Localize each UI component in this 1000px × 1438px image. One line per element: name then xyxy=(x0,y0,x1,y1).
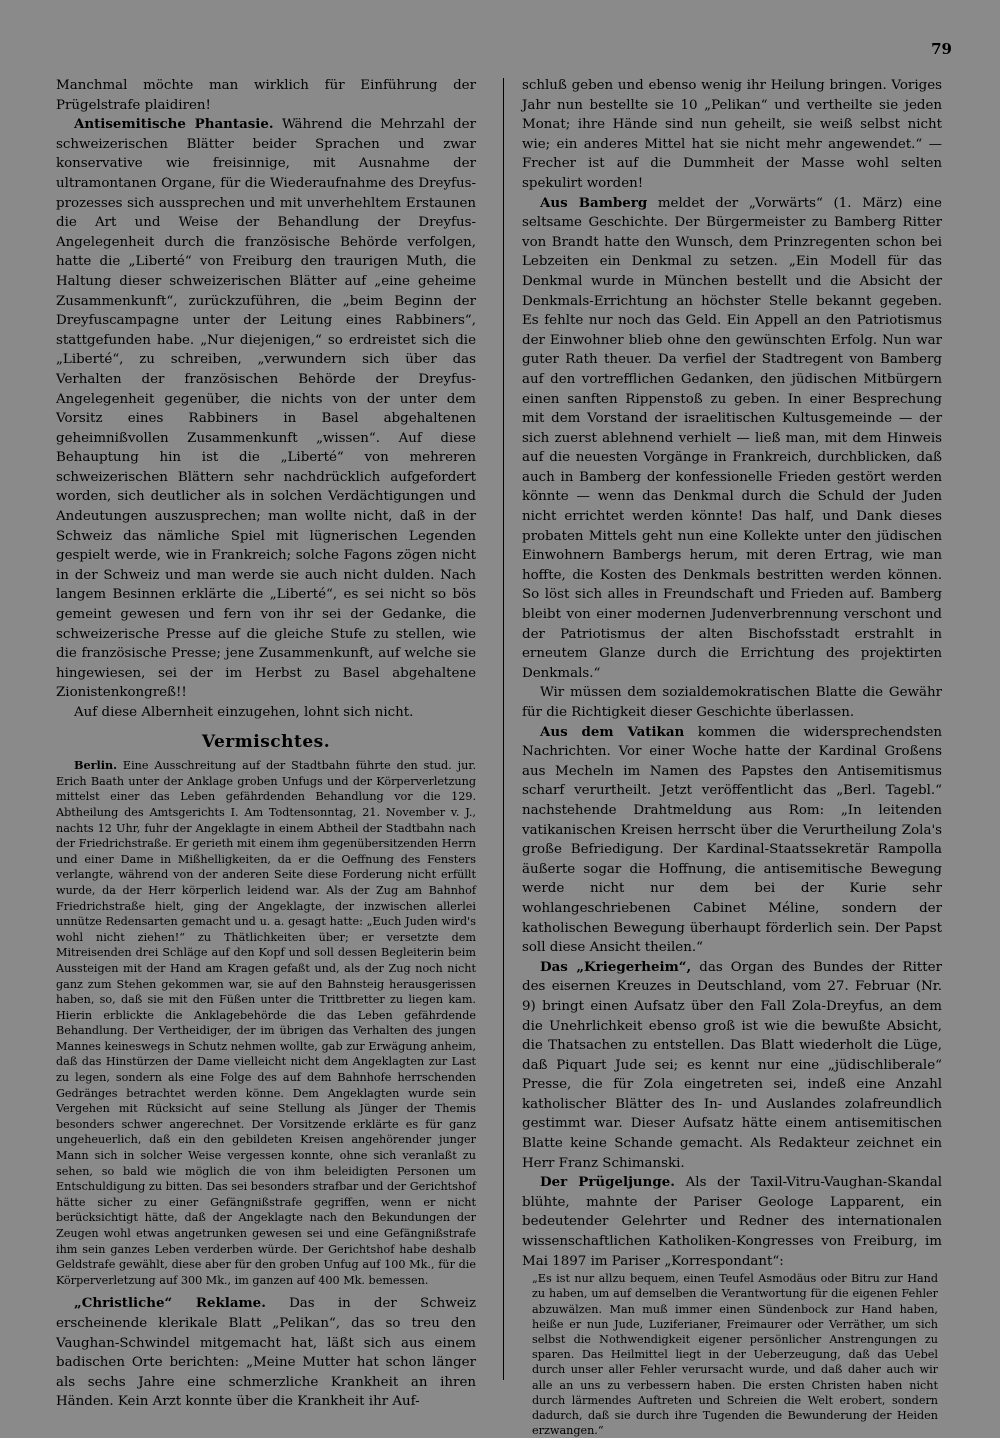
continued-paragraph: schluß geben und ebenso wenig ihr Heilung bringen. Voriges Jahr nun bestellte sie 10 „Pelikan“ und vertheilte sie jeden Monat; ihre Hände sind nun geheilt, sie weiß selbst nicht wie; ein anderes Mittel hat sie nicht mehr angewendet.“ — Frecher ist auf die Dummheit der Masse wohl selten spekulirt worden! xyxy=(522,78,942,191)
article-antisemitic xyxy=(56,115,476,703)
column-divider xyxy=(503,78,504,1380)
article-closing: Wir müssen dem sozialdemokratischen Blatte die Gewähr für die Richtigkeit dieser Geschichte überlassen. xyxy=(522,685,942,720)
article-heading: Der Prügeljunge. xyxy=(540,1174,675,1191)
article-closing: Auf diese Albernheit einzugehen, lohnt sich nicht. xyxy=(74,705,414,720)
article-heading: Aus Bamberg xyxy=(540,194,648,211)
article-bamberg xyxy=(522,194,942,684)
article-pruegeljunge xyxy=(522,1173,942,1271)
article-reklame xyxy=(56,1294,476,1412)
article-heading: Das „Kriegerheim“, xyxy=(540,958,692,975)
article-heading: Antisemitische Phantasie. xyxy=(74,116,274,133)
article-berlin xyxy=(56,758,476,1288)
article-heading: Aus dem Vatikan xyxy=(540,723,685,740)
intro-paragraph: Manchmal möchte man wirklich für Einführung der Prügelstrafe plaidiren! xyxy=(56,78,476,113)
article-heading: Berlin. xyxy=(74,758,117,773)
article-body: meldet der „Vorwärts“ (1. März) eine seltsame Geschichte. Der Bürgermeister zu Bamberg Ritter von Brandt hatte den Wunsch, dem Prinzregenten schon bei Lebzeiten ein Denkmal zu setzen. „Ein Modell für das Denkmal wurde in München bestellt und die Absicht der Denkmals-Errichtung an höchster Stelle bekannt gegeben. Es fehlte nur noch das Geld. Ein Appell an den Patriotismus der Einwohner blieb ohne den gewünschten Erfolg. Nun war guter Rath theuer. Da verfiel der Stadtregent von Bamberg auf den vortrefflichen Gedanken, den jüdischen Mitbürgern einen sanften Rippenstoß zu geben. In einer Besprechung mit dem Vorstand der israelitischen Kultusgemeinde — der sich zuerst ablehnend verhielt — ließ man, mit dem Hinweis auf die neuesten Vorgänge in Frankreich, durchblicken, daß auch in Bamberg der konfessionelle Frieden gestört werden könnte — wenn das Denkmal durch die Schuld der Juden nicht errichtet werden könnte! Das half, und Dank dieses probaten Mittels geht nun eine Kollekte unter den jüdischen Einwohnern Bambergs herum, mit deren Ertrag, wie man hoffte, die Kosten des Denkmals bestritten werden können. So löst sich alles in Freundschaft und Frieden auf. Bamberg bleibt von einer modernen Judenverbrennung verschont und der Patriotismus der alten Bischofsstadt erstrahlt in erneutem Glanze durch die Errichtung des projektirten Denkmals.“ xyxy=(522,195,942,681)
article-kriegerheim xyxy=(522,958,942,1174)
section-title: Vermischtes. xyxy=(201,731,331,752)
left-column xyxy=(56,76,476,1412)
article-body: Während die Mehrzahl der schweizerischen Blätter beider Sprachen und zwar konservative wie freisinnige, mit Ausnahme der ultramontanen Organe, für die Wiederaufnahme des Dreyfus-prozesses sich aussprechen und mit unverhehltem Erstaunen die Art und Weise der Behandlung der Dreyfus-Angelegenheit durch die französische Behörde verfolgen, hatte die „Liberté“ von Freiburg den traurigen Muth, die Haltung dieser schweizerischen Blätter auf „eine geheime Zusammenkunft“, zurückzuführen, die „beim Beginn der Dreyfuscampagne unter der Leitung eines Rabbiners“, stattgefunden habe. „Nur diejenigen,“ so erdreistet sich die „Liberté“, zu schreiben, „verwundern sich über das Verhalten der französischen Behörde der Dreyfus-Angelegenheit gegenüber, die nichts von der unter dem Vorsitz eines Rabbiners in Basel abgehaltenen geheimnißvollen Zusammenkunft „wissen“. Auf diese Behauptung hin ist die „Liberté“ von mehreren schweizerischen Blättern sehr nachdrücklich aufgefordert worden, sich deutlicher als in solchen Verdächtigungen und Andeutungen auszusprechen; man wollte nicht, daß in der Schweiz das nämliche Spiel mit lügnerischen Legenden gespielt werde, wie in Frankreich; solche Fagons zögen nicht in der Schweiz und man werde sie auch nicht dulden. Nach langem Besinnen erklärte die „Liberté“, es sei nicht so bös gemeint gewesen und fern von ihr sei der Gedanke, die schweizerische Presse auf die gleiche Stufe zu stellen, wie die französische Presse; jene Zusammenkunft, auf welche sie hingewiesen, sei der im Herbst zu Basel abgehaltene Zionistenkongreß!! xyxy=(56,117,476,701)
article-body: kommen die widersprechendsten Nachrichten. Vor einer Woche hatte der Kardinal Großens aus Mecheln im Namen des Papstes den Antisemitismus scharf verurtheilt. Jetzt veröffentlicht das „Berl. Tagebl.“ nachstehende Drahtmeldung aus Rom: „In leitenden vatikanischen Kreisen herrscht über die Verurtheilung Zola's große Befriedigung. Der Kardinal-Staatssekretär Rampolla äußerte sogar die Hoffnung, die antisemitische Bewegung werde nicht nur dem bei der Kurie sehr wohlangeschriebenen Cabinet Méline, sondern der katholischen Bewegung überhaupt förderlich sein. Der Papst soll diese Ansicht theilen.“ xyxy=(522,724,942,956)
article-body: das Organ des Bundes der Ritter des eisernen Kreuzes in Deutschland, vom 27. Februar (Nr. 9) bringt einen Aufsatz über den Fall Zola-Dreyfus, an dem die Unehrlichkeit ebenso groß ist wie die bewußte Absicht, die Thatsachen zu entstellen. Das Blatt wiederholt die Lüge, daß Piquart Jude sei; es kennt nur eine „jüdischliberale“ Presse, die für Zola eingetreten sei, indeß eine Anzahl katholischer Blätter des In- und Auslandes zolafreundlich gestimmt war. Dieser Aufsatz hätte einem antisemitischen Blatte keine Schande gemacht. Als Redakteur zeichnet ein Herr Franz Schimanski. xyxy=(522,959,942,1171)
article-body: Das in der Schweiz erscheinende klerikale Blatt „Pelikan“, das so treu den Vaughan-Schwindel mitgemacht hat, läßt sich aus einem badischen Orte berichten: „Meine Mutter hat schon länger als sechs Jahre eine schmerzliche Krankheit an ihren Händen. Kein Arzt konnte über die Krankheit ihr Auf- xyxy=(56,1296,477,1410)
article-heading: „Christliche“ Reklame. xyxy=(74,1295,266,1312)
block-quote: „Es ist nur allzu bequem, einen Teufel Asmodäus oder Bitru zur Hand zu haben, um auf demselben die Verantwortung für die eigenen Fehler abzuwälzen. Man muß immer einen Sündenbock zur Hand haben, heiße er nun Jude, Luziferianer, Freimaurer oder Verräther, um sich selbst die Nothwendigkeit eigener persönlicher Anstrengungen zu sparen. Das Heilmittel liegt in der Ueberzeugung, daß das Uebel durch unser aller Fehler verursacht wurde, und daß daher auch wir alle an uns zu verbessern haben. Die ersten Christen haben nicht durch lärmendes Auftreten und Schreien die Welt erobert, sondern dadurch, daß sie durch ihre Tugenden die Bewunderung der Heiden erzwangen.“ xyxy=(532,1272,938,1438)
article-body: Eine Ausschreitung auf der Stadtbahn führte den stud. jur. Erich Baath unter der Anklage groben Unfugs und der Körperverletzung mittelst einer das Leben gefährdenden Behandlung vor die 129. Abtheilung des Amtsgerichts I. Am Todtensonntag, 21. November v. J., nachts 12 Uhr, fuhr der Angeklagte in einem Abtheil der Stadtbahn nach der Friedrichstraße. Er gerieth mit einem ihm gegenübersitzenden Herrn und einer Dame in Mißhelligkeiten, da er die Oeffnung des Fensters verlangte, während von der anderen Seite diese Forderung nicht erfüllt wurde, da der Herr körperlich leidend war. Als der Zug am Bahnhof Friedrichstraße hielt, ging der Angeklagte, der inzwischen allerlei unnütze Redensarten gemacht und u. a. gesagt hatte: „Euch Juden wird's wohl nicht ziehen!“ zu Thätlichkeiten über; er versetzte dem Mitreisenden drei Schläge auf den Kopf und soll dessen Begleiterin beim Aussteigen mit der Hand am Kragen gefaßt und, als der Zug noch nicht ganz zum Stehen gekommen war, sie auf den Bahnsteig herausgerissen haben, so, daß sie mit den Füßen unter die Trittbretter zu liegen kam. Hierin erblickte die Anklagebehörde die das Leben gefährdende Behandlung. Der Vertheidiger, der im übrigen das Verhalten des jungen Mannes keineswegs in Schutz nehmen wollte, gab zur Erwägung anheim, daß das Hinstürzen der Dame vielleicht nicht dem Angeklagten zur Last zu legen, sondern als eine Folge des auf dem Bahnhofe herrschenden Gedränges betrachtet werden könne. Dem Angeklagten wurde sein Vergehen mit Rücksicht auf seine Stellung als Jünger der Themis besonders schwer angerechnet. Der Vorsitzende erklärte es für ganz ungeheuerlich, daß ein den gebildeten Kreisen angehörender junger Mann sich in solcher Weise vergessen konnte, ohne sich veranlaßt zu sehen, so bald wie möglich die von ihm beleidigten Personen um Entschuldigung zu bitten. Das sei besonders strafbar und der Gerichtshof hätte sicher zu einer Gefängnißstrafe gegriffen, wenn er nicht berücksichtigt hätte, daß der Angeklagte nach den Bekundungen der Zeugen wohl etwas angetrunken gewesen sei und eine Gefängnißstrafe ihm sein ganzes Leben verderben würde. Der Gerichtshof habe deshalb Geldstrafe gewählt, diese aber für den groben Unfug auf 100 Mk., für die Körperverletzung auf 300 Mk., im ganzen auf 400 Mk. bemessen. xyxy=(56,759,476,1287)
article-body: Als der Taxil-Vitru-Vaughan-Skandal blühte, mahnte der Pariser Geologe Lapparent, ein bedeutender Gelehrter und Redner des internationalen wissenschaftlichen Katholiken-Kongresses von Freiburg, im Mai 1897 im Pariser „Korrespondant“: xyxy=(522,1175,942,1269)
page-number: 79 xyxy=(931,40,952,58)
right-column xyxy=(522,76,942,1438)
article-vatikan xyxy=(522,723,942,958)
